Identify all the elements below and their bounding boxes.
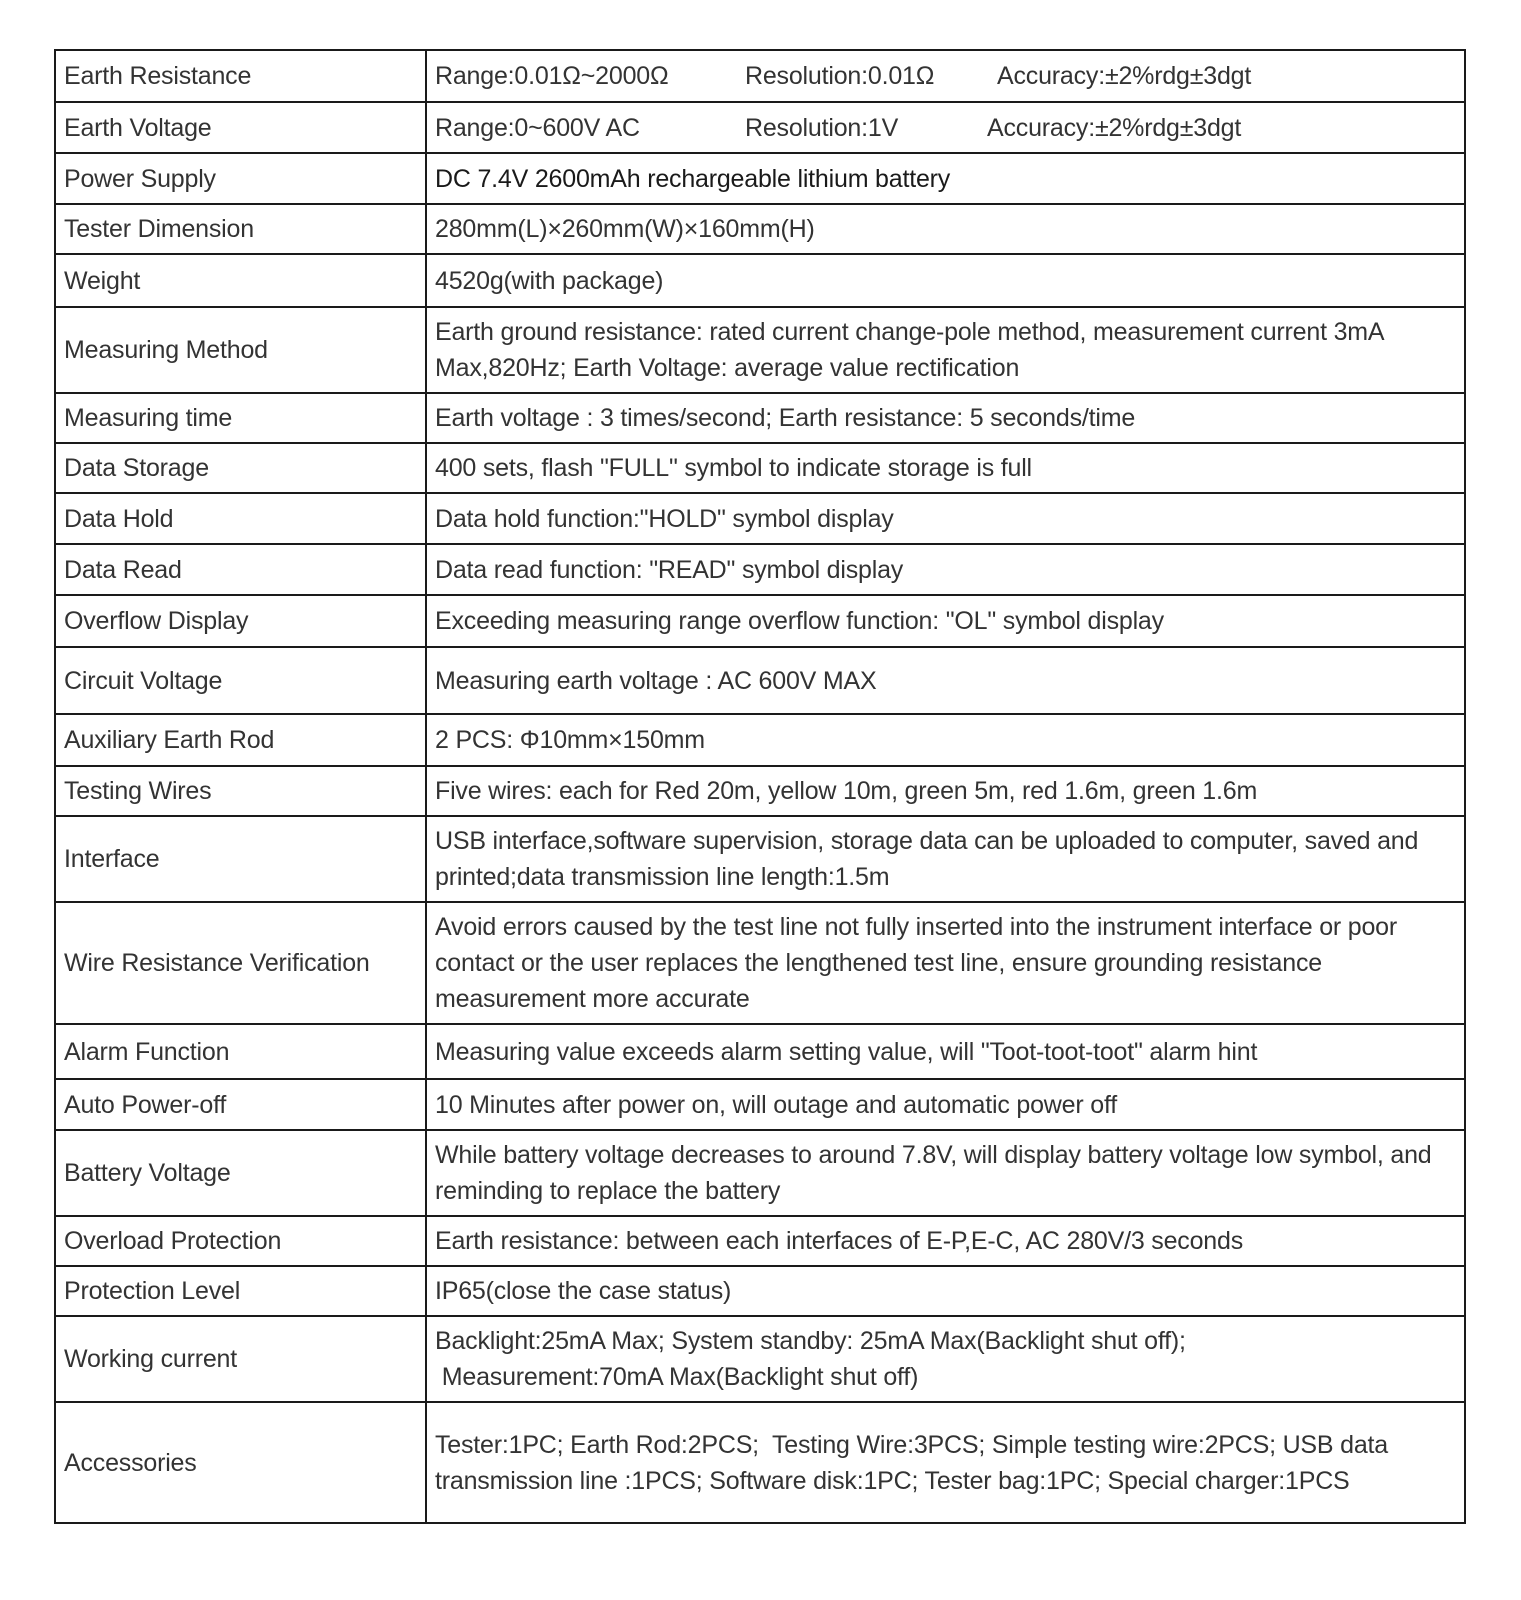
- spec-value: Data hold function:"HOLD" symbol display: [426, 493, 1465, 544]
- spec-value: 400 sets, flash "FULL" symbol to indicate storage is full: [426, 443, 1465, 493]
- spec-value: IP65(close the case status): [426, 1266, 1465, 1316]
- spec-value: Earth resistance: between each interfaces of E-P,E-C, AC 280V/3 seconds: [426, 1216, 1465, 1266]
- spec-table-body: [55, 50, 1465, 1523]
- spec-label: Earth Resistance: [55, 50, 426, 102]
- range-text: Range:0.01Ω~2000Ω: [435, 62, 669, 90]
- spec-row-tester-dimension: [55, 204, 1465, 254]
- spec-label: Alarm Function: [55, 1024, 426, 1079]
- spec-label: Auxiliary Earth Rod: [55, 714, 426, 766]
- spec-label: Power Supply: [55, 153, 426, 204]
- spec-value: Earth ground resistance: rated current change-pole method, measurement current 3mA Max,820Hz; Earth Voltage: average value rectification: [426, 307, 1465, 393]
- spec-row-interface: [55, 816, 1465, 902]
- spec-row-data-hold: [55, 493, 1465, 544]
- spec-label: Data Read: [55, 544, 426, 595]
- spec-label: Measuring Method: [55, 307, 426, 393]
- spec-value: Exceeding measuring range overflow function: "OL" symbol display: [426, 595, 1465, 647]
- spec-label: Weight: [55, 254, 426, 307]
- spec-value: Data read function: "READ" symbol display: [426, 544, 1465, 595]
- spec-value: Tester:1PC; Earth Rod:2PCS; Testing Wire:3PCS; Simple testing wire:2PCS; USB data transmission line :1PCS; Software disk:1PC; Tester bag:1PC; Special charger:1PCS: [426, 1402, 1465, 1523]
- spec-row-accessories: [55, 1402, 1465, 1523]
- spec-value: Five wires: each for Red 20m, yellow 10m, green 5m, red 1.6m, green 1.6m: [426, 766, 1465, 816]
- spec-row-weight: [55, 254, 1465, 307]
- spec-row-measuring-method: [55, 307, 1465, 393]
- spec-value: [426, 50, 1465, 102]
- spec-label: Earth Voltage: [55, 102, 426, 153]
- spec-row-protection-level: [55, 1266, 1465, 1316]
- spec-value: USB interface,software supervision, storage data can be uploaded to computer, saved and printed;data transmission line length:1.5m: [426, 816, 1465, 902]
- spec-row-working-current: [55, 1316, 1465, 1402]
- spec-value: Measuring value exceeds alarm setting value, will "Toot-toot-toot" alarm hint: [426, 1024, 1465, 1079]
- spec-row-power-supply: [55, 153, 1465, 204]
- resolution-text: Resolution:1V: [745, 113, 899, 142]
- spec-label: Data Storage: [55, 443, 426, 493]
- accuracy-text: Accuracy:±2%rdg±3dgt: [987, 113, 1242, 142]
- spec-value-group: [435, 110, 1456, 146]
- spec-value: Measuring earth voltage : AC 600V MAX: [426, 647, 1465, 714]
- spec-value: While battery voltage decreases to around 7.8V, will display battery voltage low symbol, and reminding to replace the battery: [426, 1130, 1465, 1216]
- spec-row-data-storage: [55, 443, 1465, 493]
- spec-row-battery-voltage: [55, 1130, 1465, 1216]
- spec-row-auxiliary-earth-rod: [55, 714, 1465, 766]
- spec-row-earth-resistance: [55, 50, 1465, 102]
- spec-row-alarm-function: [55, 1024, 1465, 1079]
- spec-row-earth-voltage: [55, 102, 1465, 153]
- spec-row-auto-power-off: [55, 1079, 1465, 1130]
- spec-value: Backlight:25mA Max; System standby: 25mA Max(Backlight shut off); Measurement:70mA Max(Backlight shut off): [426, 1316, 1465, 1402]
- spec-label: Overflow Display: [55, 595, 426, 647]
- spec-label: Battery Voltage: [55, 1130, 426, 1216]
- spec-value: 10 Minutes after power on, will outage and automatic power off: [426, 1079, 1465, 1130]
- spec-label: Circuit Voltage: [55, 647, 426, 714]
- spec-label: Working current: [55, 1316, 426, 1402]
- spec-label: Overload Protection: [55, 1216, 426, 1266]
- spec-label: Testing Wires: [55, 766, 426, 816]
- spec-row-overload-protection: [55, 1216, 1465, 1266]
- spec-value: 2 PCS: Φ10mm×150mm: [426, 714, 1465, 766]
- spec-value: Avoid errors caused by the test line not fully inserted into the instrument interface or poor contact or the user replaces the lengthened test line, ensure grounding resistance measurement more accurate: [426, 902, 1465, 1024]
- spec-value: [426, 102, 1465, 153]
- spec-row-overflow-display: [55, 595, 1465, 647]
- resolution-text: Resolution:0.01Ω: [745, 62, 935, 90]
- spec-value: 4520g(with package): [426, 254, 1465, 307]
- spec-label: Tester Dimension: [55, 204, 426, 254]
- spec-label: Wire Resistance Verification: [55, 902, 426, 1024]
- spec-row-testing-wires: [55, 766, 1465, 816]
- spec-value: Earth voltage : 3 times/second; Earth resistance: 5 seconds/time: [426, 393, 1465, 443]
- spec-label: Accessories: [55, 1402, 426, 1523]
- spec-row-measuring-time: [55, 393, 1465, 443]
- spec-row-circuit-voltage: [55, 647, 1465, 714]
- spec-value-group: [435, 58, 1456, 94]
- spec-label: Auto Power-off: [55, 1079, 426, 1130]
- spec-label: Interface: [55, 816, 426, 902]
- spec-label: Measuring time: [55, 393, 426, 443]
- range-text: Range:0~600V AC: [435, 113, 640, 142]
- spec-row-wire-resistance-verification: [55, 902, 1465, 1024]
- accuracy-text: Accuracy:±2%rdg±3dgt: [997, 62, 1252, 90]
- spec-label: Data Hold: [55, 493, 426, 544]
- spec-row-data-read: [55, 544, 1465, 595]
- spec-value: DC 7.4V 2600mAh rechargeable lithium battery: [426, 153, 1465, 204]
- spec-label: Protection Level: [55, 1266, 426, 1316]
- spec-table: [54, 49, 1466, 1524]
- spec-value: 280mm(L)×260mm(W)×160mm(H): [426, 204, 1465, 254]
